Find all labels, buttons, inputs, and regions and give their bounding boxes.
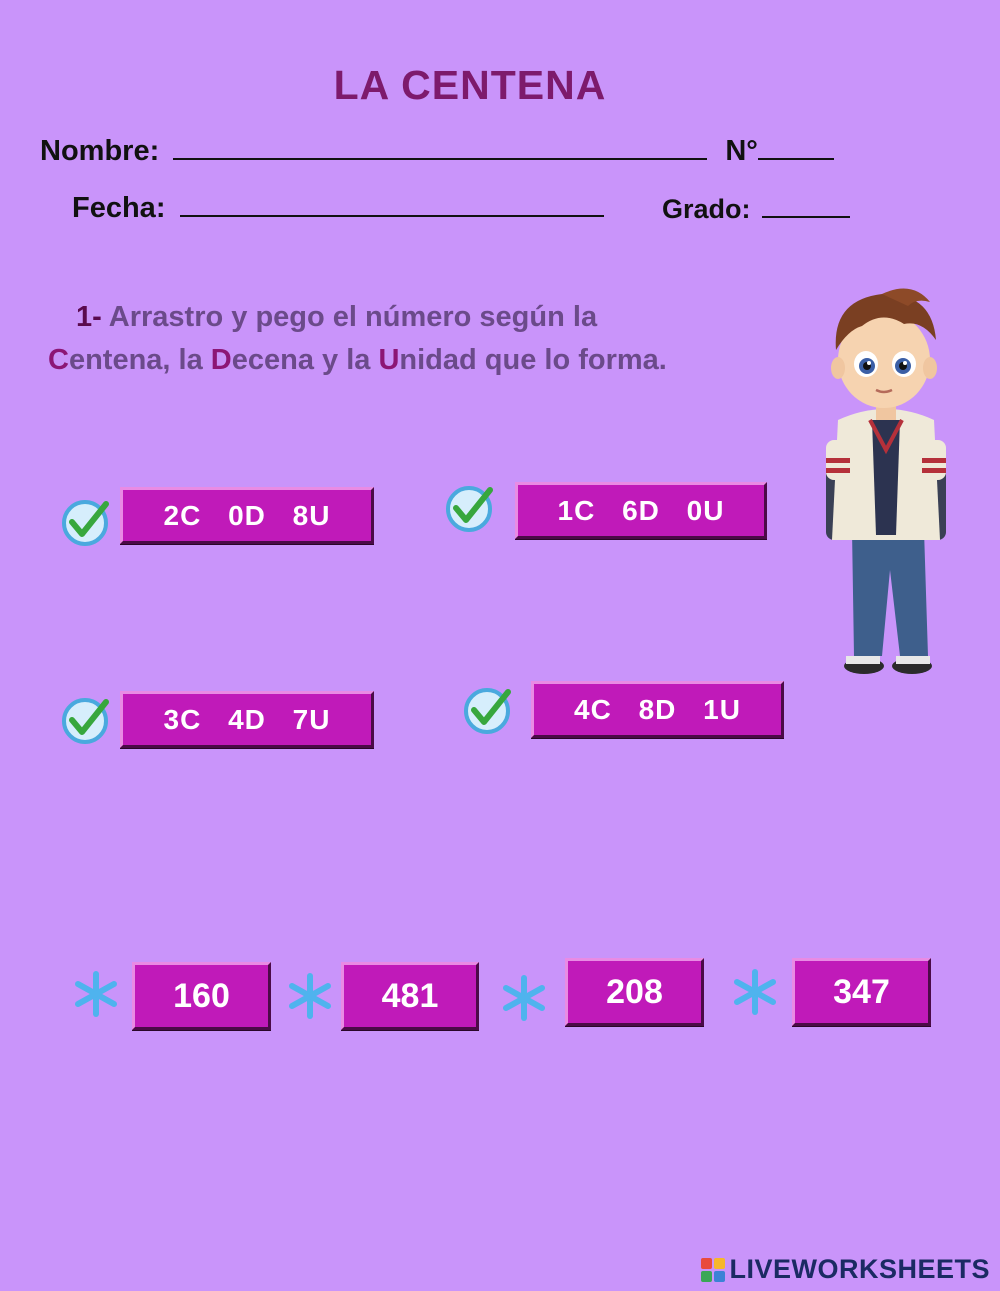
numero-label: N° bbox=[725, 135, 758, 167]
nombre-label: Nombre: bbox=[40, 135, 160, 167]
liveworksheets-logo bbox=[701, 1254, 990, 1285]
asterisk-icon bbox=[286, 972, 334, 1020]
answer-tile[interactable]: 2C 0D 8U bbox=[120, 487, 374, 544]
brand-name: LIVEWORKSHEETS bbox=[729, 1254, 990, 1284]
checkmark-icon bbox=[460, 682, 514, 736]
decena-initial: D bbox=[210, 344, 232, 376]
unidad-rest: nidad que lo forma. bbox=[399, 344, 667, 376]
number-tile[interactable]: 208 bbox=[565, 958, 704, 1026]
nombre-field[interactable] bbox=[173, 136, 707, 160]
logo-blocks-icon bbox=[701, 1258, 725, 1282]
instruction-number: 1- bbox=[76, 301, 102, 333]
fecha-row bbox=[72, 192, 604, 225]
answer-tile[interactable]: 1C 6D 0U bbox=[515, 482, 767, 539]
asterisk-icon bbox=[500, 974, 548, 1022]
checkmark-icon bbox=[58, 692, 112, 746]
centena-rest: entena, la bbox=[68, 344, 211, 376]
fecha-label: Fecha: bbox=[72, 192, 166, 224]
checkmark-icon bbox=[58, 494, 112, 548]
nombre-row bbox=[40, 135, 834, 168]
centena-initial: C bbox=[48, 344, 69, 376]
grado-field[interactable] bbox=[762, 194, 850, 218]
number-tile[interactable]: 347 bbox=[792, 958, 931, 1026]
decena-rest: ecena y la bbox=[231, 344, 379, 376]
asterisk-icon bbox=[72, 970, 120, 1018]
numero-field[interactable] bbox=[758, 136, 834, 160]
answer-tile[interactable]: 3C 4D 7U bbox=[120, 691, 374, 748]
number-tile[interactable]: 160 bbox=[132, 962, 271, 1030]
number-tile[interactable]: 481 bbox=[341, 962, 479, 1030]
answer-tile[interactable]: 4C 8D 1U bbox=[531, 681, 784, 738]
instruction-line1: Arrastro y pego el número según la bbox=[108, 301, 598, 333]
grado-label: Grado: bbox=[662, 194, 751, 224]
fecha-field[interactable] bbox=[180, 193, 604, 217]
asterisk-icon bbox=[731, 968, 779, 1016]
boy-character-illustration bbox=[812, 280, 952, 680]
grado-row bbox=[662, 194, 850, 225]
page-title: LA CENTENA bbox=[333, 62, 607, 108]
checkmark-icon bbox=[442, 480, 496, 534]
instruction-text bbox=[40, 296, 800, 382]
unidad-initial: U bbox=[378, 344, 400, 376]
